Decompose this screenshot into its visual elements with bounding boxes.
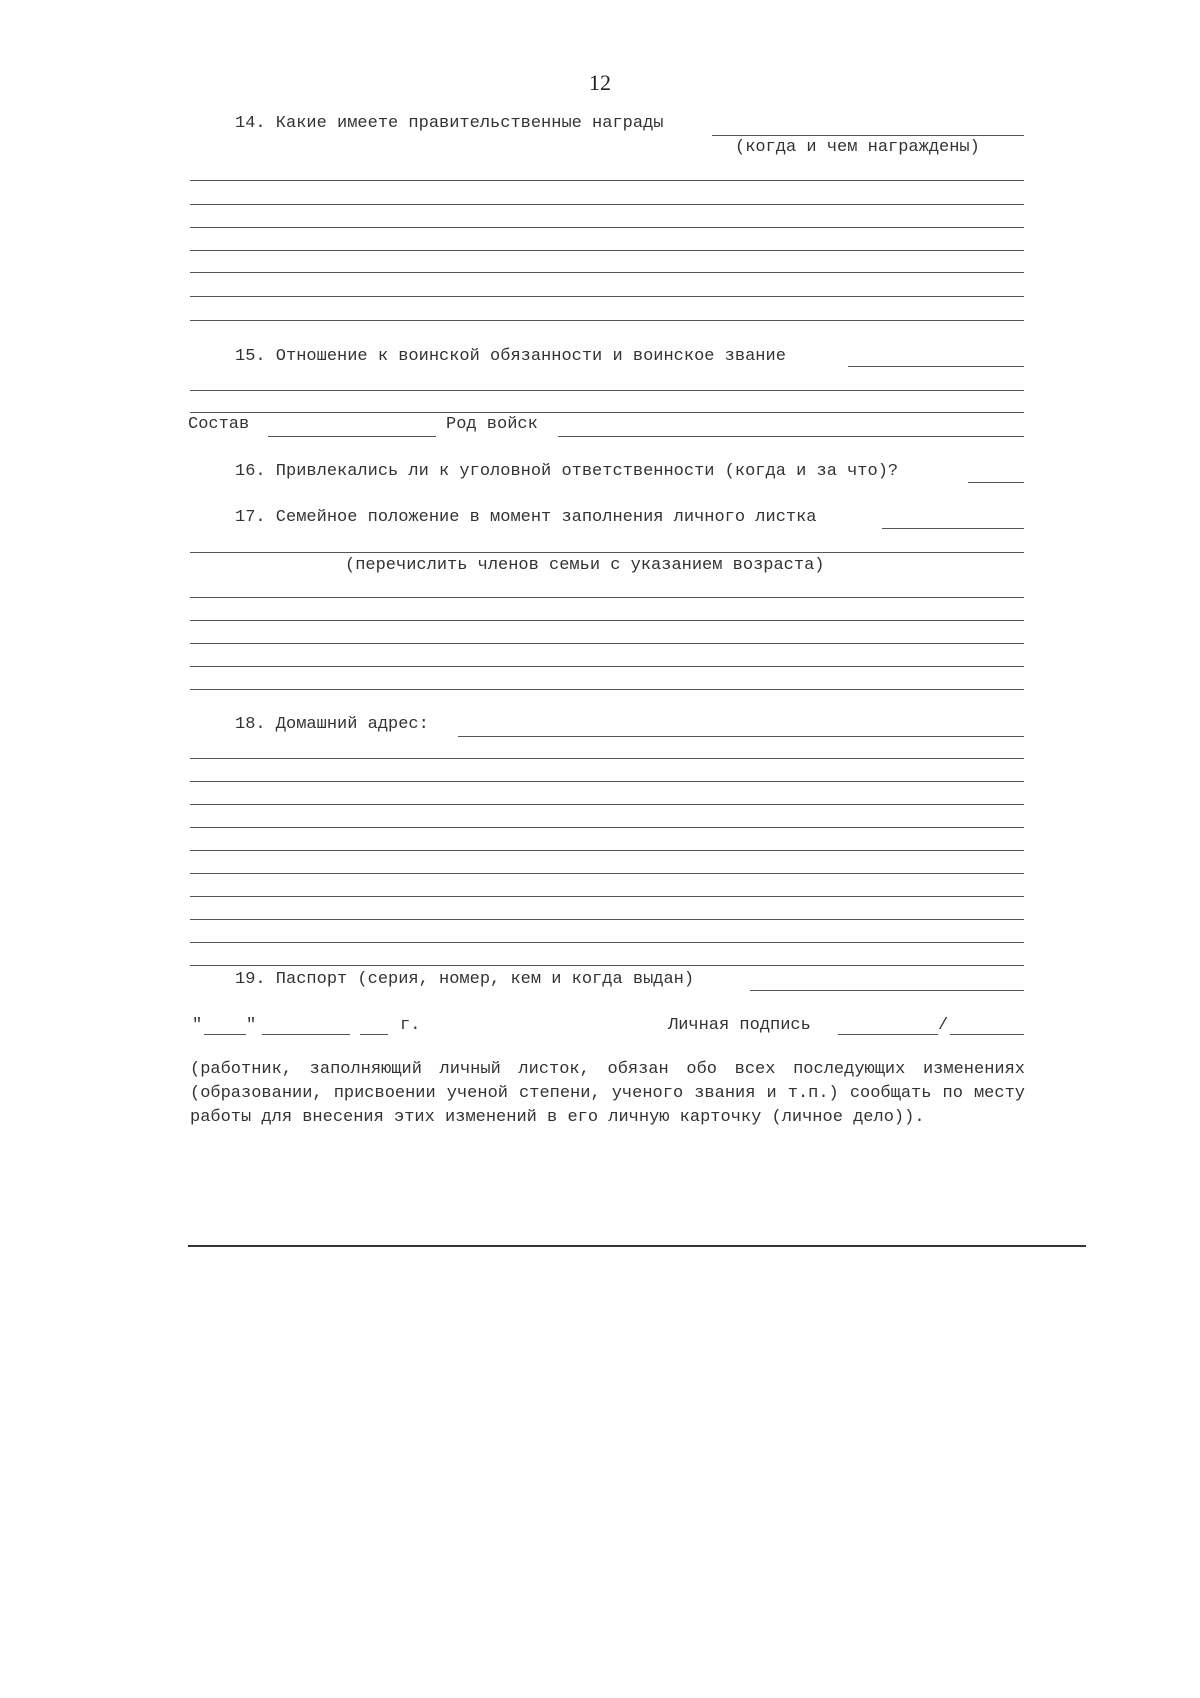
date-year-line[interactable]	[360, 1034, 388, 1035]
q15-label: 15. Отношение к воинской обязанности и воинское звание	[235, 347, 786, 366]
q14-label: 14. Какие имеете правительственные награды	[235, 114, 664, 133]
composition-label: Состав	[188, 415, 250, 434]
troops-line[interactable]	[558, 436, 1024, 437]
q18-line-5[interactable]	[190, 850, 1024, 851]
q18-line-7[interactable]	[190, 896, 1024, 897]
q14-line-4[interactable]	[190, 250, 1024, 251]
composition-line[interactable]	[268, 436, 436, 437]
q15-line-1[interactable]	[190, 390, 1024, 391]
q18-line-1[interactable]	[190, 758, 1024, 759]
signature-label: Личная подпись	[668, 1016, 811, 1035]
q17-line-5[interactable]	[190, 666, 1024, 667]
page-number: 12	[589, 70, 611, 95]
date-day-line[interactable]	[204, 1034, 246, 1035]
q16-label: 16. Привлекались ли к уголовной ответственности (когда и за что)?	[235, 462, 899, 481]
signature-name-line[interactable]	[950, 1034, 1024, 1035]
date-quote-open: "	[192, 1016, 203, 1035]
date-month-line[interactable]	[262, 1034, 350, 1035]
q18-label: 18. Домашний адрес:	[235, 715, 429, 734]
q15-line-2[interactable]	[190, 412, 1024, 413]
q14-line-3[interactable]	[190, 227, 1024, 228]
q16-answer-line[interactable]	[968, 482, 1024, 483]
signature-line[interactable]	[838, 1034, 938, 1035]
q17-line-2[interactable]	[190, 597, 1024, 598]
q15-answer-line[interactable]	[848, 366, 1024, 367]
q19-label: 19. Паспорт (серия, номер, кем и когда выдан)	[235, 970, 695, 989]
q14-answer-line[interactable]	[712, 135, 1024, 136]
q17-line-4[interactable]	[190, 643, 1024, 644]
q18-answer-line[interactable]	[458, 736, 1024, 737]
signature-separator: /	[938, 1016, 949, 1035]
q17-answer-line[interactable]	[882, 528, 1024, 529]
q18-line-3[interactable]	[190, 804, 1024, 805]
q14-hint: (когда и чем награждены)	[735, 138, 980, 157]
q17-line-1[interactable]	[190, 552, 1024, 553]
q17-line-6[interactable]	[190, 689, 1024, 690]
q18-line-4[interactable]	[190, 827, 1024, 828]
date-year-suffix: г.	[400, 1016, 421, 1035]
q18-line-8[interactable]	[190, 919, 1024, 920]
q14-line-1[interactable]	[190, 180, 1024, 181]
q18-line-9[interactable]	[190, 942, 1024, 943]
q19-answer-line[interactable]	[750, 990, 1024, 991]
q14-line-6[interactable]	[190, 296, 1024, 297]
troops-label: Род войск	[446, 415, 538, 434]
q14-line-5[interactable]	[190, 272, 1024, 273]
q18-line-2[interactable]	[190, 781, 1024, 782]
q14-line-2[interactable]	[190, 204, 1024, 205]
bottom-rule	[188, 1245, 1086, 1247]
q17-label: 17. Семейное положение в момент заполнения личного листка	[235, 508, 817, 527]
q18-line-6[interactable]	[190, 873, 1024, 874]
q17-hint: (перечислить членов семьи с указанием возраста)	[345, 556, 825, 575]
q14-line-7[interactable]	[190, 320, 1024, 321]
footnote-text: (работник, заполняющий личный листок, обязан обо всех последующих изменениях (образовании, присвоении ученой степени, ученого звания и т.п.) сообщать по месту работы для внесения этих изменений в его личную карточку (личное дело)).	[190, 1060, 1025, 1127]
q18-line-10[interactable]	[190, 965, 1024, 966]
q17-line-3[interactable]	[190, 620, 1024, 621]
date-quote-close: "	[246, 1016, 257, 1035]
